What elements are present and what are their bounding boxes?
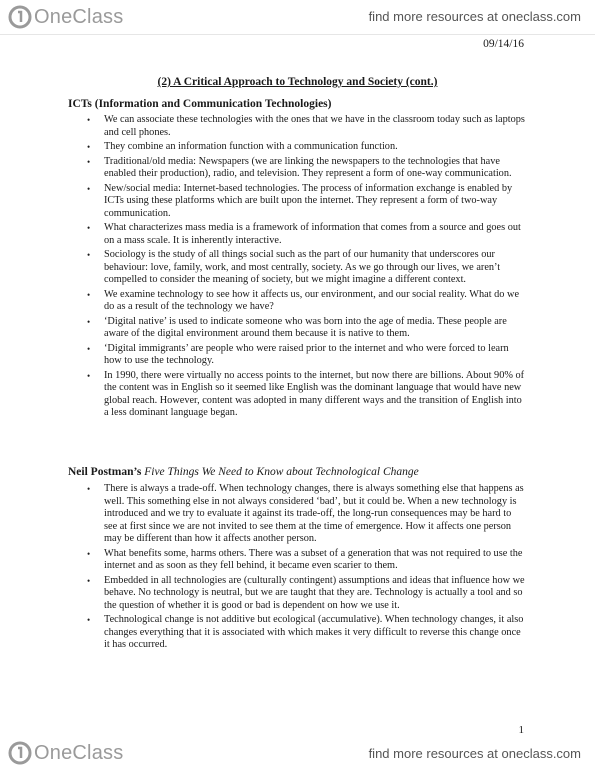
document-date: 09/14/16 (483, 38, 524, 50)
bullet-icon: • (87, 548, 91, 559)
bullet-icon: • (87, 575, 91, 586)
icts-bullet-list (87, 114, 526, 422)
list-item (87, 141, 526, 154)
section-heading-icts (68, 98, 331, 110)
page-title: (2) A Critical Approach to Technology and Society (cont.) (157, 76, 438, 88)
list-item (87, 547, 526, 573)
list-item (87, 182, 526, 221)
bullet-icon: • (87, 343, 91, 354)
bullet-icon: • (87, 142, 91, 152)
list-item-text: ‘Digital immigrants’ are people who were raised prior to the internet and who were forced to learn how to use the technology. (104, 342, 509, 366)
list-item-text: Traditional/old media: Newspapers (we are linking the newspapers to the technologies that have enabled their production), radio, and television. They represent a form of one-way communication. (104, 155, 512, 179)
top-banner (0, 0, 595, 35)
list-item (87, 315, 526, 341)
section-heading-postman-italic: Five Things We Need to Know about Technological Change (144, 466, 419, 478)
logo-text: OneClass (34, 5, 124, 28)
bullet-icon: • (87, 156, 91, 167)
list-item (87, 342, 526, 368)
oneclass-logo-icon (8, 5, 32, 29)
list-item (87, 222, 526, 247)
list-item-text: Sociology is the study of all things social such as the part of our humanity that underscores our behaviour: love, family, work, and most centrally, society. As we go through our lives, we aren’t compelled to consider the meaning of society, but we might imagine a different context. (104, 249, 501, 285)
page-number: 1 (518, 724, 524, 736)
list-item-text: Technological change is not additive but ecological (accumulative). When technology changes, it also changes everything that it is associated with which makes it very difficult to reverse this change once it has occurred. (104, 614, 524, 650)
list-item (87, 288, 526, 314)
bottom-banner (0, 736, 595, 770)
list-item (87, 369, 526, 420)
oneclass-logo-footer[interactable] (8, 740, 123, 766)
section-heading-postman (68, 466, 419, 478)
resources-link-footer[interactable]: find more resources at oneclass.com (368, 746, 581, 761)
list-item-text: We can associate these technologies with the ones that we have in the classroom today such as laptops and cell phones. (104, 114, 525, 138)
resources-link[interactable]: find more resources at oneclass.com (368, 9, 581, 24)
bullet-icon: • (87, 183, 91, 194)
bullet-icon: • (87, 115, 91, 125)
list-item-text: What characterizes mass media is a framework of information that comes from a source and goes out on a mass scale. It is inherently interactive. (104, 222, 521, 246)
oneclass-logo-icon (8, 741, 32, 765)
postman-bullet-list (87, 483, 526, 654)
bullet-icon: • (87, 289, 91, 300)
list-item (87, 614, 526, 652)
section-heading-postman-bold: Neil Postman’s (68, 466, 145, 478)
list-item-text: In 1990, there were virtually no access points to the internet, but now there are billions. About 90% of the content was in English so it seemed like English was the dominant language that would have new global reach. However, content was adopted in many different ways and the transition of English into a less dominant language began. (104, 369, 525, 418)
list-item-text: ‘Digital native’ is used to indicate someone who was born into the age of media. These people are aware of the digital environment around them because it is native to them. (104, 315, 507, 339)
bullet-icon: • (87, 250, 91, 260)
bullet-icon: • (87, 484, 91, 494)
list-item (87, 155, 526, 181)
list-item-text: We examine technology to see how it affects us, our environment, and our social reality. What do we do as a result of the technology we have? (104, 288, 520, 312)
bullet-icon: • (87, 316, 91, 327)
list-item-text: They combine an information function with a communication function. (104, 141, 398, 152)
section-heading-icts-text: ICTs (Information and Communication Technologies) (68, 98, 332, 110)
bullet-icon: • (87, 370, 91, 381)
list-item (87, 574, 526, 613)
list-item (87, 114, 526, 139)
bullet-icon: • (87, 223, 91, 233)
list-item-text: New/social media: Internet-based technologies. The process of information exchange is enabled by ICTs using these platforms which are built upon the internet. They represent a form of two-way communication. (104, 182, 513, 219)
list-item (87, 249, 526, 287)
logo-text: OneClass (34, 741, 124, 764)
list-item-text: There is always a trade-off. When technology changes, there is always something else that happens as well. This something else in not always considered ‘bad’, but it could be. When a new technology is introduced and we try to evaluate it against its trade-off, the long-run consequences may be hard to see at first since we are not invited to see them at the time of emergence. How it affects one person may be different than how it affects another person. (104, 483, 524, 544)
bullet-icon: • (87, 615, 91, 625)
list-item (87, 483, 526, 546)
oneclass-logo[interactable] (8, 4, 123, 30)
list-item-text: Embedded in all technologies are (culturally contingent) assumptions and ideas that influence how we behave. No technology is neutral, but we are taught that they are. Technology is actually a tool and so the question of whether it is good or bad is dependent on how we use it. (104, 574, 525, 611)
list-item-text: What benefits some, harms others. There was a subset of a generation that was not required to use the internet and as soon as they fell behind, it became even scarier to them. (104, 547, 523, 571)
